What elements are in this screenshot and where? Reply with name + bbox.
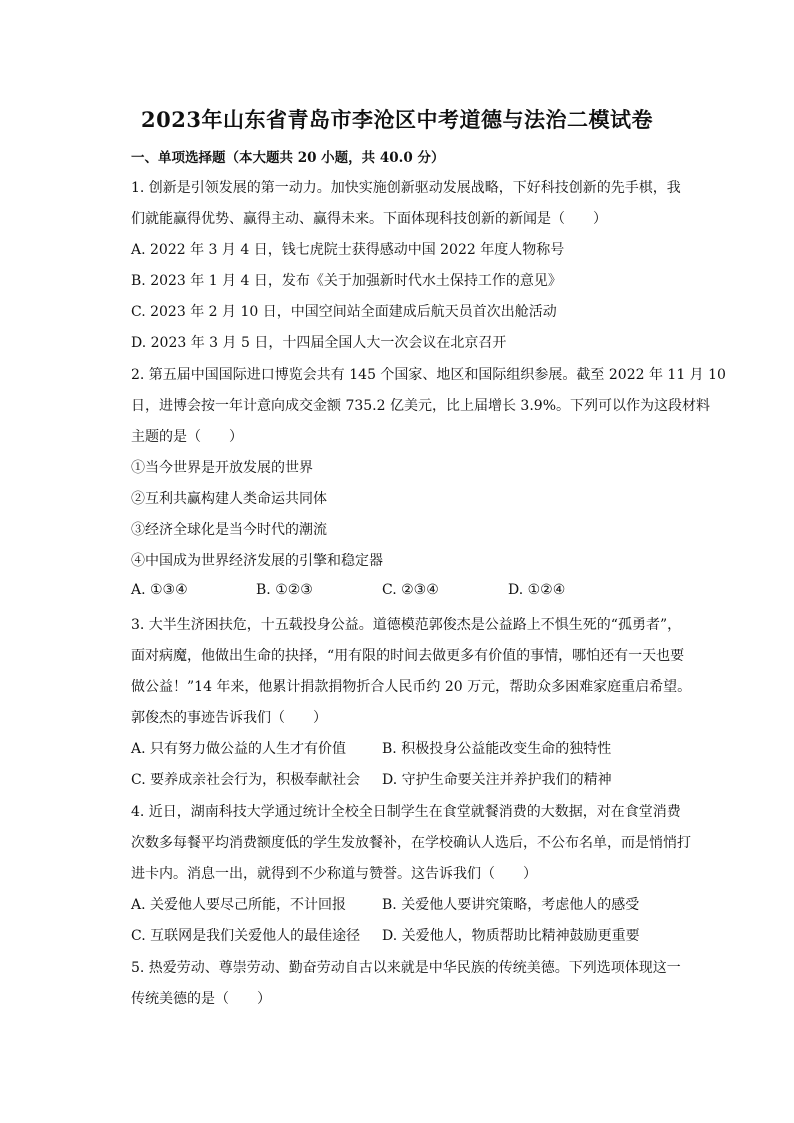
- question-5-line-1: 5. 热爱劳动、尊崇劳动、勤奋劳动自古以来就是中华民族的传统美德。下列选项体现这一: [131, 960, 681, 976]
- question-4-option-b: B. 关爱他人要讲究策略，考虑他人的感受: [382, 897, 640, 913]
- question-3-line-3: 做公益！”14 年来，他累计捐款捐物折合人民币约 20 万元，帮助众多困难家庭重启希望。: [131, 679, 692, 695]
- question-1-line-2: 们就能赢得优势、赢得主动、赢得未来。下面体现科技创新的新闻是（ ）: [131, 211, 607, 227]
- question-3-option-a: A. 只有努力做公益的人生才有价值: [131, 741, 347, 757]
- section-heading: 一、单项选择题（本大题共 20 小题，共 40.0 分）: [131, 150, 445, 166]
- question-1-option-d: D. 2023 年 3 月 5 日，十四届全国人大一次会议在北京召开: [131, 335, 507, 351]
- question-4-option-a: A. 关爱他人要尽己所能，不计回报: [131, 897, 347, 913]
- question-1-option-a: A. 2022 年 3 月 4 日，钱七虎院士获得感动中国 2022 年度人物称号: [131, 242, 565, 258]
- question-1-line-1: 1. 创新是引领发展的第一动力。加快实施创新驱动发展战略，下好科技创新的先手棋，我: [131, 180, 681, 196]
- question-3-line-1: 3. 大半生济困扶危，十五载投身公益。道德模范郭俊杰是公益路上不惧生死的“孤勇者”，: [131, 617, 682, 633]
- question-5-line-2: 传统美德的是（ ）: [131, 991, 271, 1007]
- question-2-item-4: ④中国成为世界经济发展的引擎和稳定器: [131, 553, 383, 569]
- question-1-option-c: C. 2023 年 2 月 10 日，中国空间站全面建成后航天员首次出舱活动: [131, 304, 557, 320]
- question-4-option-d: D. 关爱他人，物质帮助比精神鼓励更重要: [382, 928, 640, 944]
- question-4-line-3: 进卡内。消息一出，就得到不少称道与赞誉。这告诉我们（ ）: [131, 866, 537, 882]
- question-2-option-d: D. ①②④: [508, 582, 566, 598]
- question-4-option-c: C. 互联网是我们关爱他人的最佳途径: [131, 928, 361, 944]
- question-2-line-3: 主题的是（ ）: [131, 429, 243, 445]
- question-1-option-b: B. 2023 年 1 月 4 日，发布《关于加强新时代水土保持工作的意见》: [131, 273, 562, 289]
- question-2-item-2: ②互利共赢构建人类命运共同体: [131, 491, 327, 507]
- question-2-item-3: ③经济全球化是当今时代的潮流: [131, 522, 327, 538]
- question-2-option-a: A. ①③④: [131, 582, 188, 598]
- question-2-item-1: ①当今世界是开放发展的世界: [131, 460, 313, 476]
- question-4-line-2: 次数多每餐平均消费额度低的学生发放餐补，在学校确认人选后，不公布名单，而是悄悄打: [131, 835, 691, 851]
- question-2-option-c: C. ②③④: [382, 582, 439, 598]
- question-3-option-d: D. 守护生命要关注并养护我们的精神: [382, 772, 612, 788]
- question-2-line-1: 2. 第五届中国国际进口博览会共有 145 个国家、地区和国际组织参展。截至 2022 年 11 月 10: [131, 367, 726, 383]
- question-3-line-2: 面对病魔，他做出生命的抉择，“用有限的时间去做更多有价值的事情，哪怕还有一天也要: [131, 648, 685, 664]
- question-2-line-2: 日，进博会按一年计意向成交金额 735.2 亿美元，比上届增长 3.9%。下列可以作为这段材料: [131, 398, 710, 414]
- question-4-line-1: 4. 近日，湖南科技大学通过统计全校全日制学生在食堂就餐消费的大数据，对在食堂消费: [131, 804, 681, 820]
- question-3-line-4: 郭俊杰的事迹告诉我们（ ）: [131, 710, 327, 726]
- question-3-option-b: B. 积极投身公益能改变生命的独特性: [382, 741, 612, 757]
- page-title: 2023年山东省青岛市李沧区中考道德与法治二模试卷: [141, 107, 653, 132]
- question-2-option-b: B. ①②③: [256, 582, 313, 598]
- question-3-option-c: C. 要养成亲社会行为，积极奉献社会: [131, 772, 361, 788]
